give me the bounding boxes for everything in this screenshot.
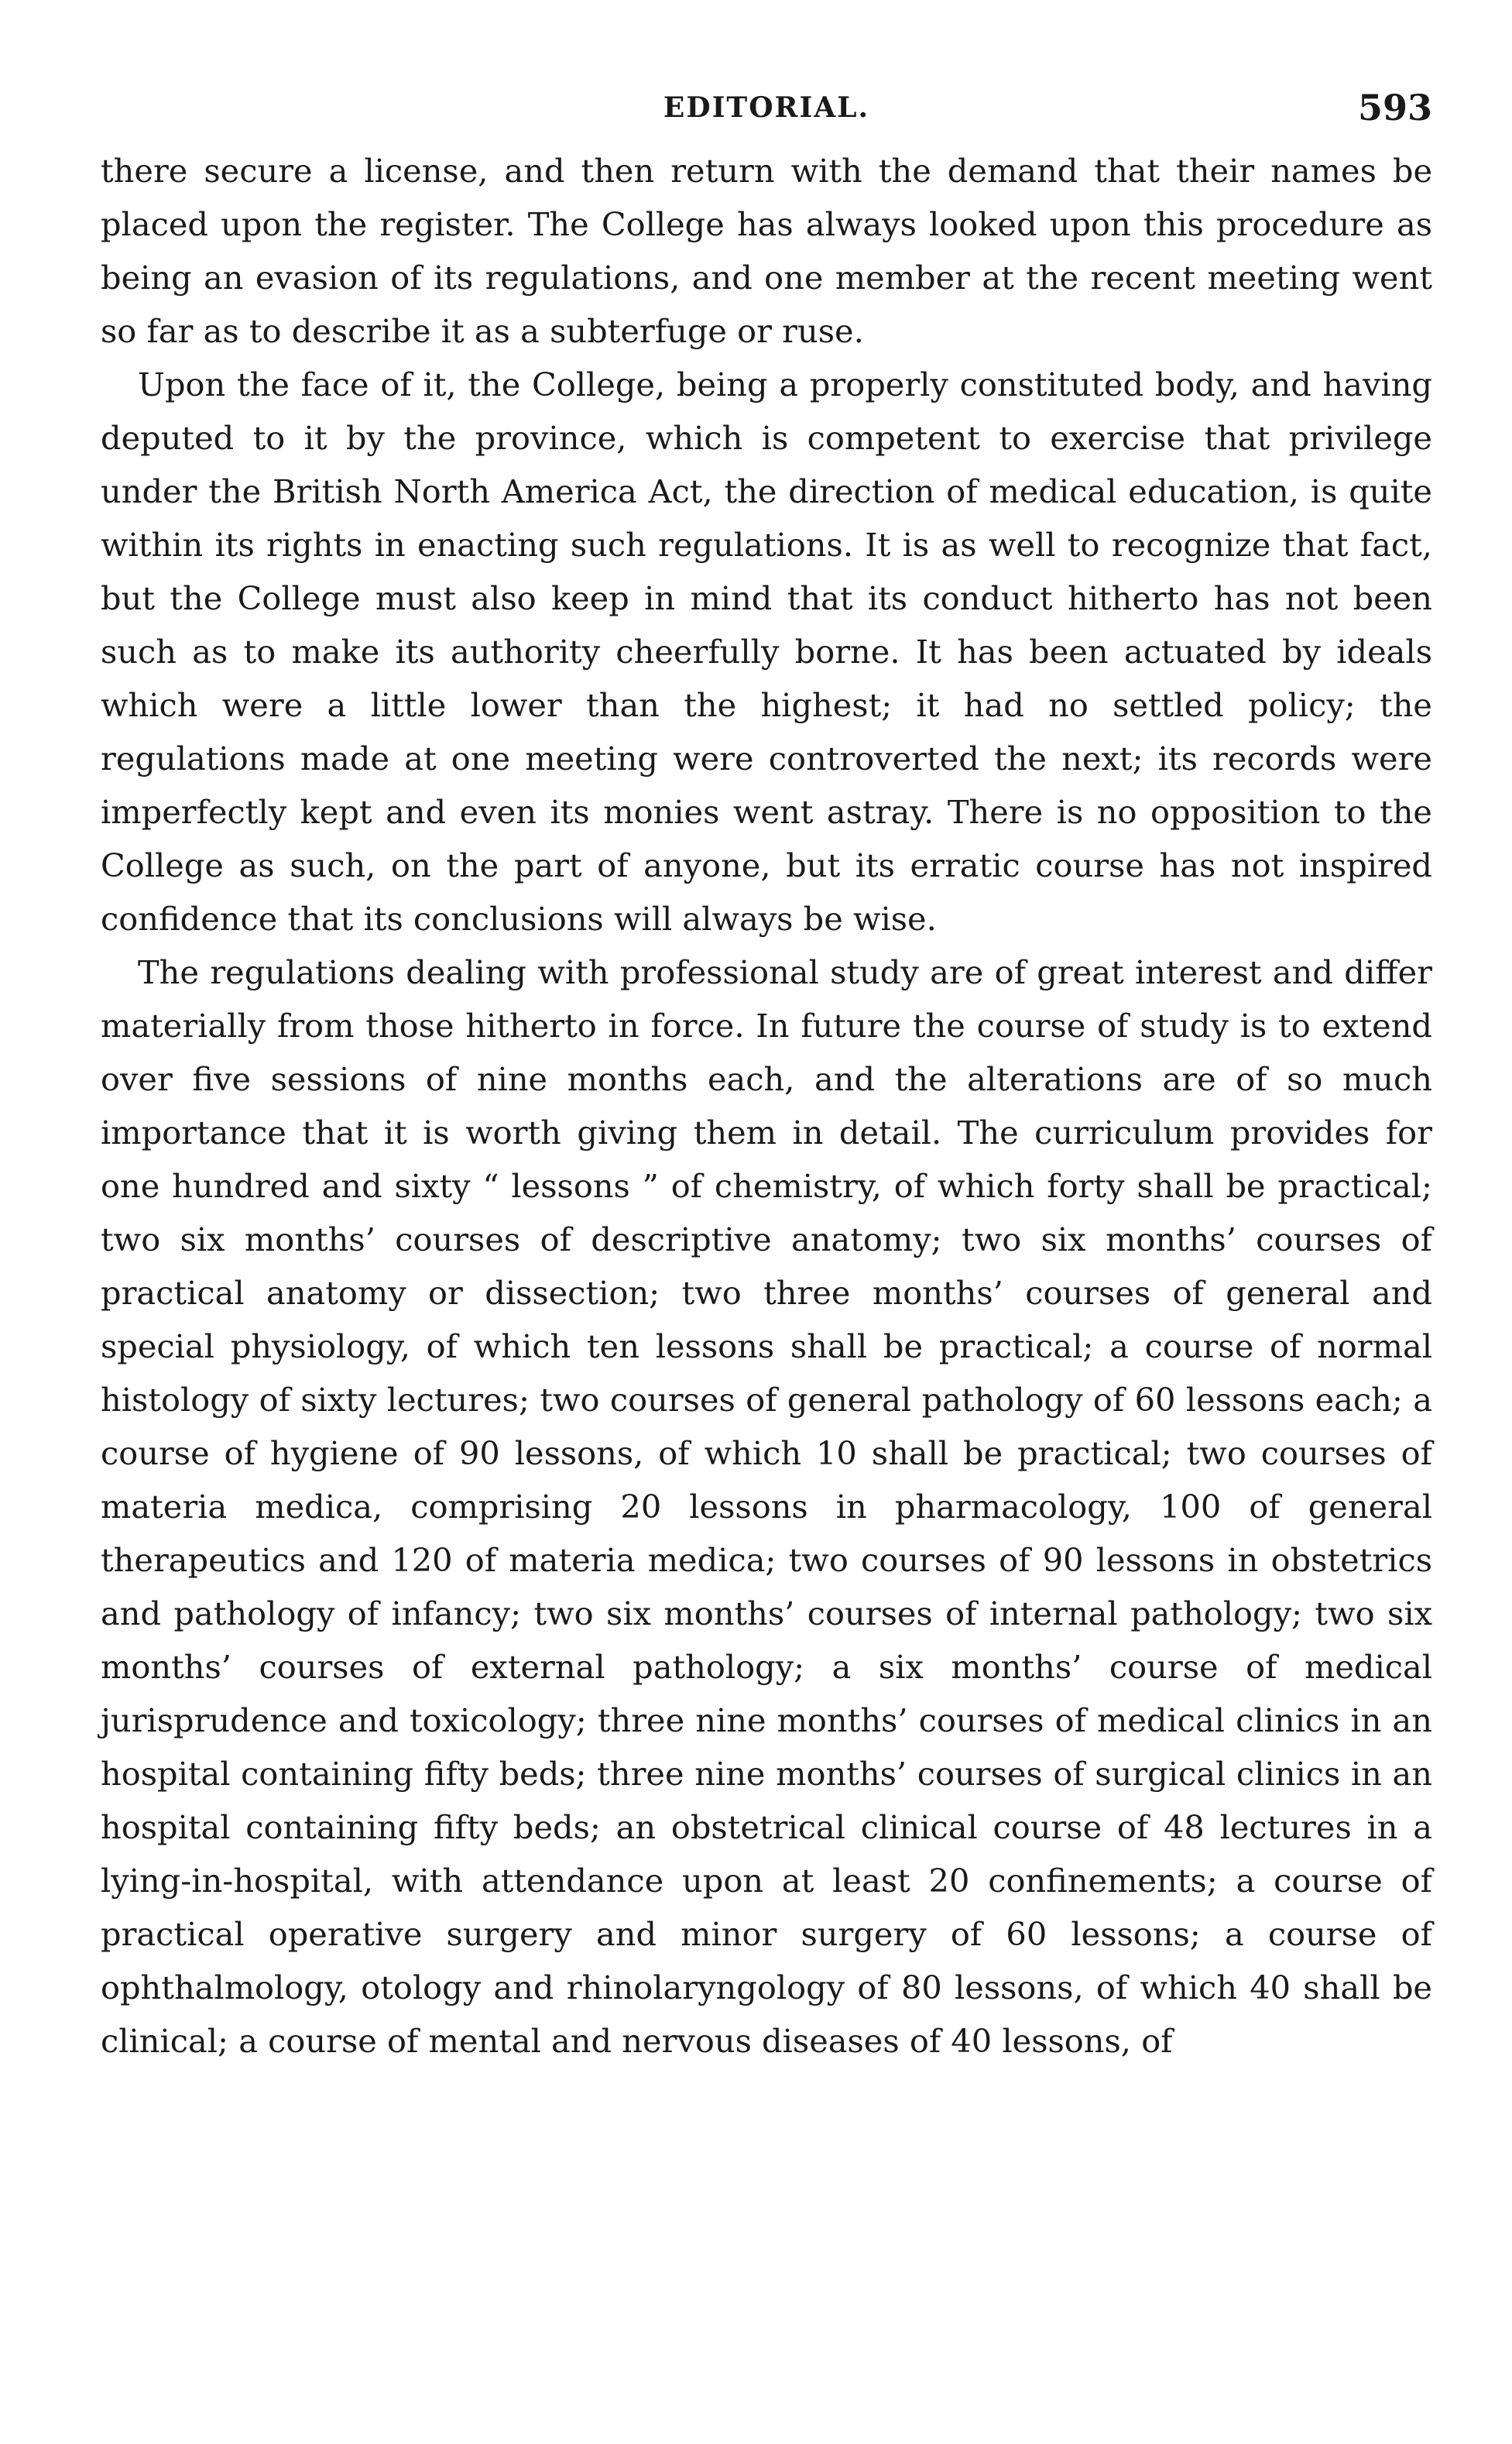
paragraph-curriculum: The regulations dealing with professional study are of great interest and differ materially from those hitherto in force. In future the course of study is to extend over five sessions of nine months each, and the alterations are of so much importance that it is worth giving them in detail. The curriculum provides for one hundred and sixty “ lessons ” of chemistry, of which forty shall be practical; two six months’ courses of descriptive anatomy; two six months’ courses of practical anatomy or dissection; two three months’ courses of general and special physiology, of which ten lessons shall be practical; a course of normal histology of sixty lectures; two courses of general pathology of 60 lessons each; a course of hygiene of 90 lessons, of which 10 shall be practical; two courses of materia medica, comprising 20 lessons in pharmacology, 100 of general therapeutics and 120 of materia medica; two courses of 90 lessons in obstetrics and pathology of infancy; two six months’ courses of internal pathology; two six months’ courses of external pathology; a six months’ course of medical jurisprudence and toxicology; three nine months’ courses of medical clinics in an hospital containing fifty beds; three nine months’ courses of surgical clinics in an hospital containing fifty beds; an obstetrical clinical course of 48 lectures in a lying-in-hospital, with attendance upon at least 20 confinements; a course of practical operative surgery and minor surgery of 60 lessons; a course of ophthalmology, otology and rhinolaryngology of 80 lessons, of which 40 shall be clinical; a course of mental and nervous diseases of 40 lessons, of — [101, 953, 1432, 2060]
page-number: 593 — [1357, 87, 1432, 129]
journal-page — [101, 77, 1432, 2068]
paragraph-college-rights: Upon the face of it, the College, being a properly constituted body, and having deputed to it by the province, which is competent to exercise that privilege under the British North America Act, the direction of medical education, is quite within its rights in enacting such regulations. It is as well to recognize that fact, but the College must also keep in mind that its conduct hitherto has not been such as to make its authority cheerfully borne. It has been actuated by ideals which were a little lower than the highest; it had no settled policy; the regulations made at one meeting were controverted the next; its records were imperfectly kept and even its monies went astray. There is no opposition to the College as such, on the part of anyone, but its erratic course has not inspired confidence that its conclusions will always be wise. — [101, 366, 1432, 938]
running-head — [101, 77, 1432, 139]
running-head-title: EDITORIAL. — [663, 91, 870, 124]
article-body — [101, 144, 1432, 2068]
paragraph-continued: there secure a license, and then return with the demand that their names be placed upon the register. The College has always looked upon this procedure as being an evasion of its regulations, and one member at the recent meeting went so far as to describe it as a subterfuge or ruse. — [101, 152, 1432, 350]
